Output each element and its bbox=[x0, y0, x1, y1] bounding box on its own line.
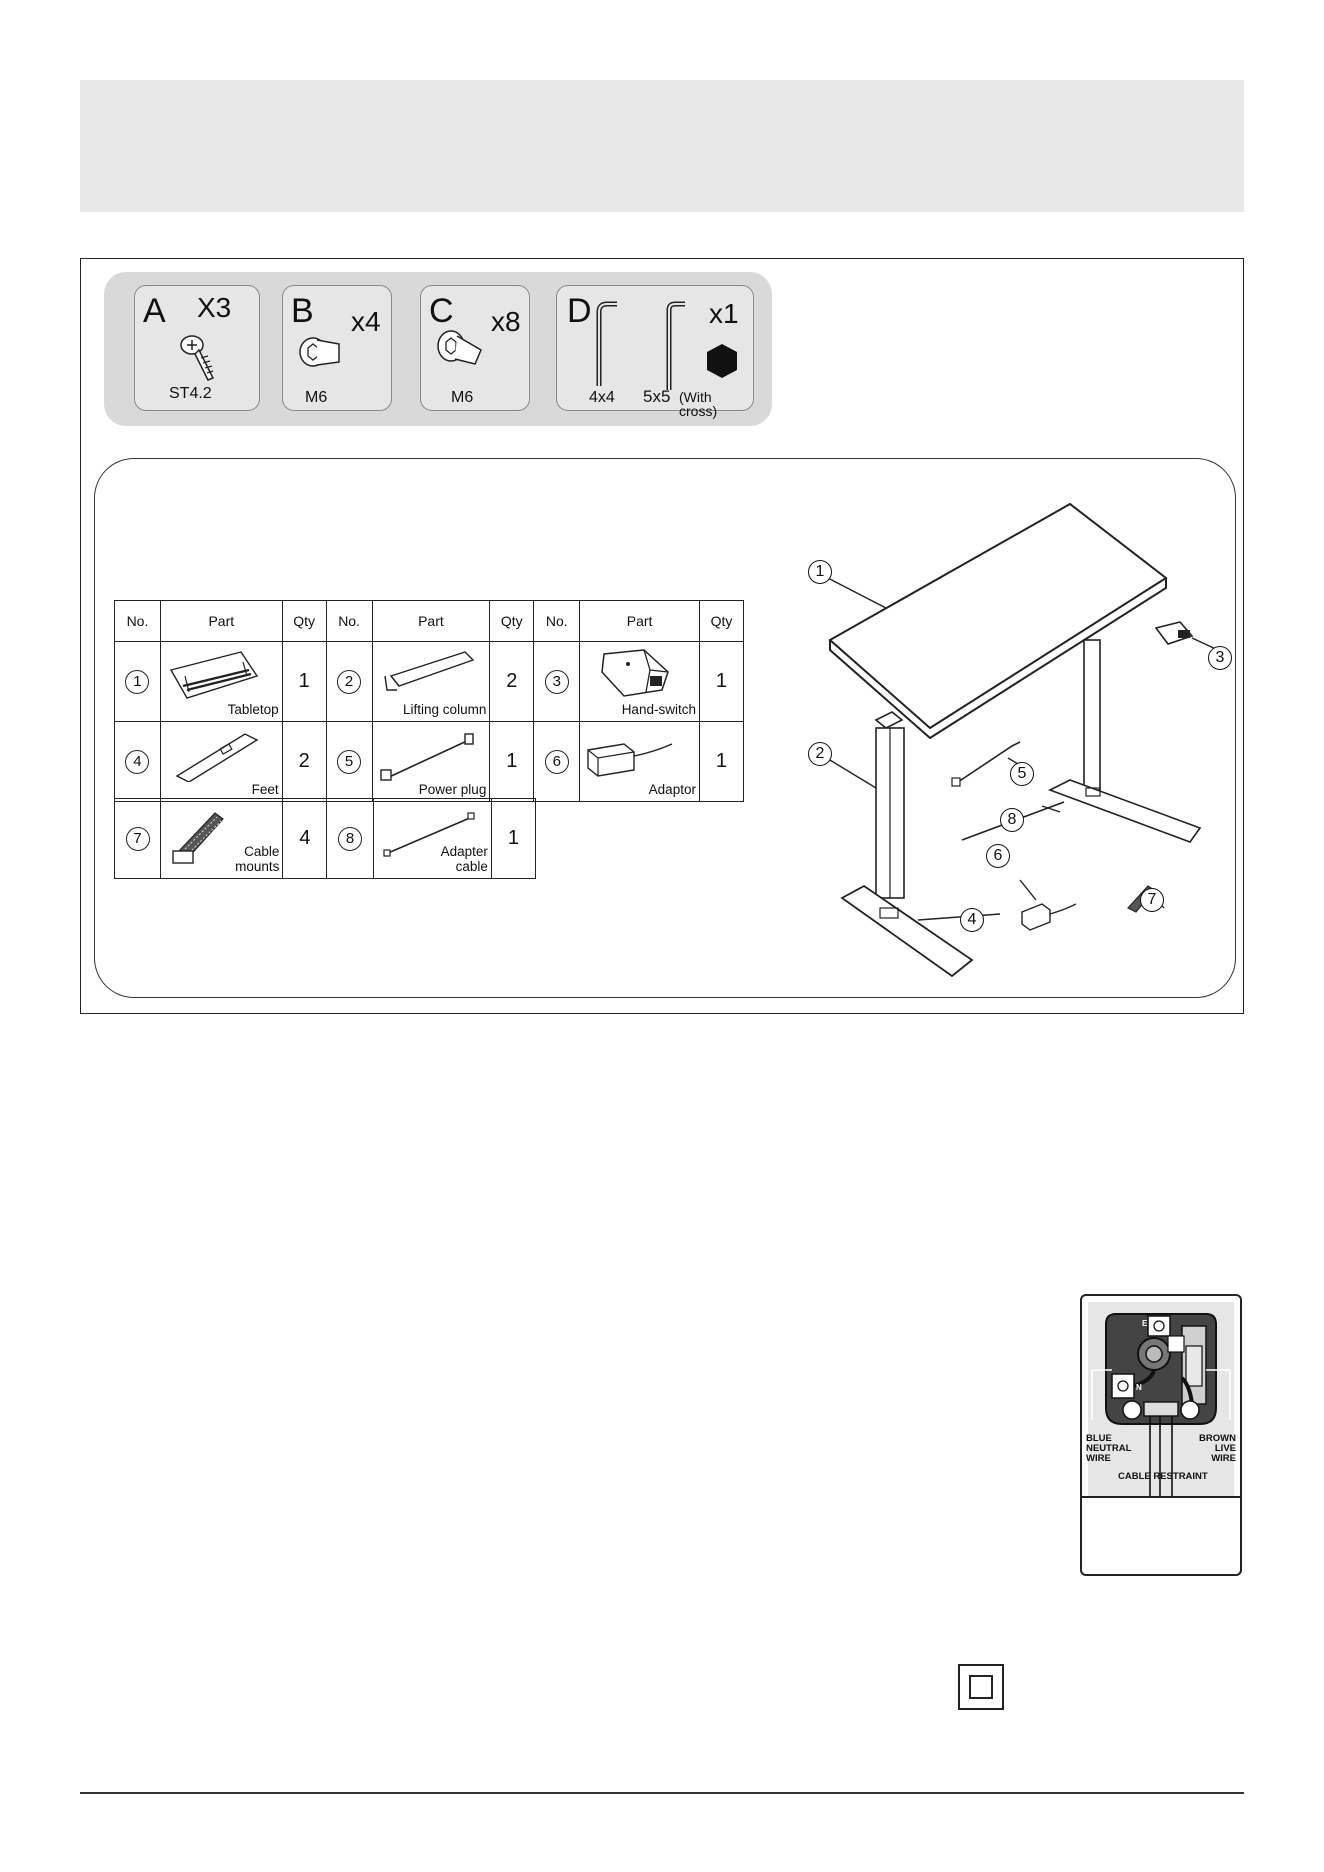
hardware-card-b bbox=[282, 285, 392, 411]
row-number-cell bbox=[327, 799, 373, 879]
feet-icon bbox=[165, 726, 265, 782]
part-number: 3 bbox=[545, 670, 569, 694]
callout-1: 1 bbox=[808, 560, 832, 584]
table-row bbox=[115, 642, 744, 722]
plug-label-line: BLUE bbox=[1086, 1433, 1112, 1444]
header-part: Part bbox=[372, 601, 490, 642]
part-number: 7 bbox=[126, 827, 150, 851]
bolt-m6-long-icon bbox=[435, 326, 491, 378]
hardware-size: M6 bbox=[305, 389, 328, 406]
table-header-row bbox=[115, 601, 744, 642]
part-label: Lifting column bbox=[403, 702, 487, 718]
row-number-cell bbox=[534, 642, 580, 722]
desk-exploded-diagram bbox=[780, 490, 1240, 1000]
part-label-line1: Cable bbox=[244, 843, 280, 859]
header-no: No. bbox=[534, 601, 580, 642]
header-qty: Qty bbox=[490, 601, 534, 642]
qty-cell: 1 bbox=[491, 799, 535, 879]
part-number: 1 bbox=[125, 670, 149, 694]
plug-label-line: WIRE bbox=[1086, 1452, 1111, 1464]
qty-cell: 1 bbox=[699, 722, 743, 802]
header-no: No. bbox=[326, 601, 372, 642]
hardware-size-left: 4x4 bbox=[589, 389, 615, 406]
plug-divider bbox=[1082, 1496, 1240, 1498]
part-number: 5 bbox=[337, 750, 361, 774]
qty-cell: 1 bbox=[490, 722, 534, 802]
row-number-cell bbox=[326, 642, 372, 722]
plug-label-line: BROWN bbox=[1199, 1433, 1236, 1444]
callout-5: 5 bbox=[1010, 762, 1034, 786]
header-part: Part bbox=[580, 601, 700, 642]
part-number: 6 bbox=[545, 750, 569, 774]
allen-key-4x4-icon bbox=[595, 300, 621, 390]
callout-6: 6 bbox=[986, 844, 1010, 868]
hardware-size-right-note: (With cross) bbox=[679, 389, 718, 419]
plug-terminal-l: L bbox=[1170, 1339, 1175, 1348]
allen-key-5x5-icon bbox=[663, 300, 689, 394]
part-label bbox=[235, 844, 279, 875]
qty-cell: 1 bbox=[282, 642, 326, 722]
part-cell-hand-switch bbox=[580, 642, 700, 722]
part-label: Power plug bbox=[418, 782, 487, 798]
double-insulation-icon bbox=[958, 1664, 1004, 1710]
hardware-size: M6 bbox=[451, 389, 474, 406]
plug-label-line: WIRE bbox=[1211, 1452, 1236, 1464]
part-number: 8 bbox=[338, 827, 362, 851]
hardware-qty: x4 bbox=[351, 306, 381, 337]
brown-live-wire-label bbox=[1199, 1434, 1236, 1464]
part-cell-power-plug bbox=[372, 722, 490, 802]
hardware-card-c bbox=[420, 285, 530, 411]
part-label-line1: Adapter bbox=[440, 843, 488, 859]
power-plug-icon bbox=[377, 726, 481, 782]
callout-3: 3 bbox=[1208, 646, 1232, 670]
tabletop-icon bbox=[165, 646, 261, 702]
hardware-card-a bbox=[134, 285, 260, 411]
plug-terminal-n: N bbox=[1136, 1383, 1142, 1392]
plug-label-line: LIVE bbox=[1214, 1442, 1236, 1454]
plug-wiring-icon bbox=[1082, 1296, 1240, 1496]
qty-cell: 2 bbox=[490, 642, 534, 722]
hardware-size: ST4.2 bbox=[169, 385, 212, 402]
part-number: 2 bbox=[337, 670, 361, 694]
part-label bbox=[441, 844, 488, 875]
table-row bbox=[115, 722, 744, 802]
hand-switch-icon bbox=[584, 646, 684, 702]
row-number-cell bbox=[115, 799, 161, 879]
header-qty: Qty bbox=[699, 601, 743, 642]
hardware-letter: D bbox=[567, 292, 592, 330]
callout-8: 8 bbox=[1000, 808, 1024, 832]
plug-label-line: NEUTRAL bbox=[1086, 1442, 1132, 1454]
callout-7: 7 bbox=[1140, 888, 1164, 912]
hex-nut-icon bbox=[703, 342, 741, 380]
row-number-cell bbox=[115, 642, 161, 722]
callout-2: 2 bbox=[808, 742, 832, 766]
plug-terminal-e: E bbox=[1142, 1319, 1148, 1328]
screw-icon bbox=[177, 330, 227, 386]
part-label: Adaptor bbox=[648, 782, 696, 798]
adaptor-icon bbox=[584, 726, 688, 782]
part-cell-tabletop bbox=[160, 642, 282, 722]
part-cell-lifting-column bbox=[372, 642, 490, 722]
callout-4: 4 bbox=[960, 908, 984, 932]
footer-rule bbox=[80, 1792, 1244, 1794]
part-cell-cable-mounts bbox=[161, 799, 283, 879]
hardware-qty: X3 bbox=[197, 292, 232, 323]
hardware-qty: x1 bbox=[709, 298, 739, 329]
cable-restraint-label: CABLE RESTRAINT bbox=[1118, 1471, 1208, 1482]
qty-cell: 2 bbox=[282, 722, 326, 802]
header-no: No. bbox=[115, 601, 161, 642]
parts-table bbox=[114, 600, 744, 802]
header-part: Part bbox=[160, 601, 282, 642]
qty-cell: 1 bbox=[699, 642, 743, 722]
part-label-line2: cable bbox=[455, 859, 488, 875]
part-cell-feet bbox=[160, 722, 282, 802]
header-band bbox=[80, 80, 1244, 212]
lifting-column-icon bbox=[377, 646, 477, 702]
table-row bbox=[115, 799, 536, 879]
parts-table-last-row bbox=[114, 798, 536, 879]
part-cell-adapter-cable bbox=[373, 799, 491, 879]
header-qty: Qty bbox=[282, 601, 326, 642]
hardware-card-d bbox=[556, 285, 754, 419]
part-label: Tabletop bbox=[227, 702, 279, 718]
bolt-m6-icon bbox=[297, 332, 349, 372]
cable-mounts-icon bbox=[165, 803, 235, 873]
hardware-size-right: 5x5 bbox=[643, 387, 671, 406]
hardware-letter: C bbox=[429, 292, 454, 330]
part-number: 4 bbox=[125, 750, 149, 774]
hardware-qty: x8 bbox=[491, 306, 521, 337]
hardware-letter: B bbox=[291, 292, 314, 330]
qty-cell: 4 bbox=[283, 799, 327, 879]
blue-neutral-wire-label bbox=[1086, 1434, 1131, 1464]
row-number-cell bbox=[326, 722, 372, 802]
row-number-cell bbox=[534, 722, 580, 802]
row-number-cell bbox=[115, 722, 161, 802]
hardware-letter: A bbox=[143, 292, 166, 330]
part-cell-adaptor bbox=[580, 722, 700, 802]
part-label: Hand-switch bbox=[621, 702, 696, 718]
plug-wiring-box bbox=[1080, 1294, 1242, 1576]
part-label: Feet bbox=[251, 782, 279, 798]
part-label-line2: mounts bbox=[235, 859, 280, 875]
